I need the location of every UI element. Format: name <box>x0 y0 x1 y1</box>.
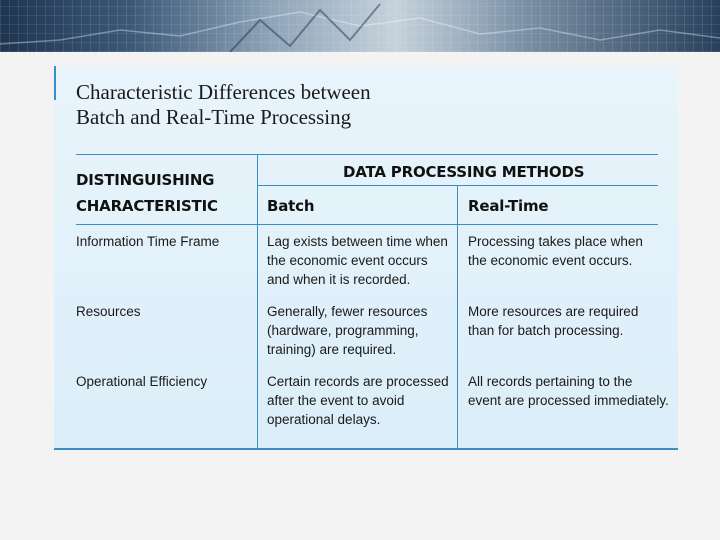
column-divider-1 <box>257 155 258 448</box>
row-3-batch: Certain records are processed after the event to avoid operational delays. <box>267 374 449 427</box>
row-3-characteristic: Operational Efficiency <box>76 374 208 389</box>
characteristic-header-line-1: DISTINGUISHING <box>76 171 215 189</box>
banner-chart-lines-icon <box>0 0 720 52</box>
table-title <box>76 80 371 130</box>
row-3-realtime: All records pertaining to the event are processed immediately. <box>468 374 669 408</box>
row-2-batch: Generally, fewer resources (hardware, programming, training) are required. <box>267 304 428 357</box>
row-1-realtime: Processing takes place when the economic event occurs. <box>468 234 643 268</box>
header-bottom-rule <box>76 224 658 225</box>
realtime-header: Real-Time <box>468 197 549 215</box>
title-line-1: Characteristic Differences between <box>76 80 371 104</box>
title-line-2: Batch and Real-Time Processing <box>76 105 352 129</box>
row-2-characteristic: Resources <box>76 304 141 319</box>
batch-header: Batch <box>267 197 315 215</box>
row-2-realtime: More resources are required than for batch processing. <box>468 304 639 338</box>
group-header-rule <box>258 185 658 186</box>
characteristic-header-line-2: CHARACTERISTIC <box>76 197 218 215</box>
table-card <box>54 66 678 450</box>
row-1-batch: Lag exists between time when the economic event occurs and when it is recorded. <box>267 234 448 287</box>
row-1-characteristic: Information Time Frame <box>76 234 220 249</box>
column-divider-2 <box>457 185 458 448</box>
card-accent-rule <box>54 66 56 100</box>
header-top-rule <box>76 154 658 155</box>
processing-methods-header: DATA PROCESSING METHODS <box>343 163 585 181</box>
header-banner <box>0 0 720 52</box>
